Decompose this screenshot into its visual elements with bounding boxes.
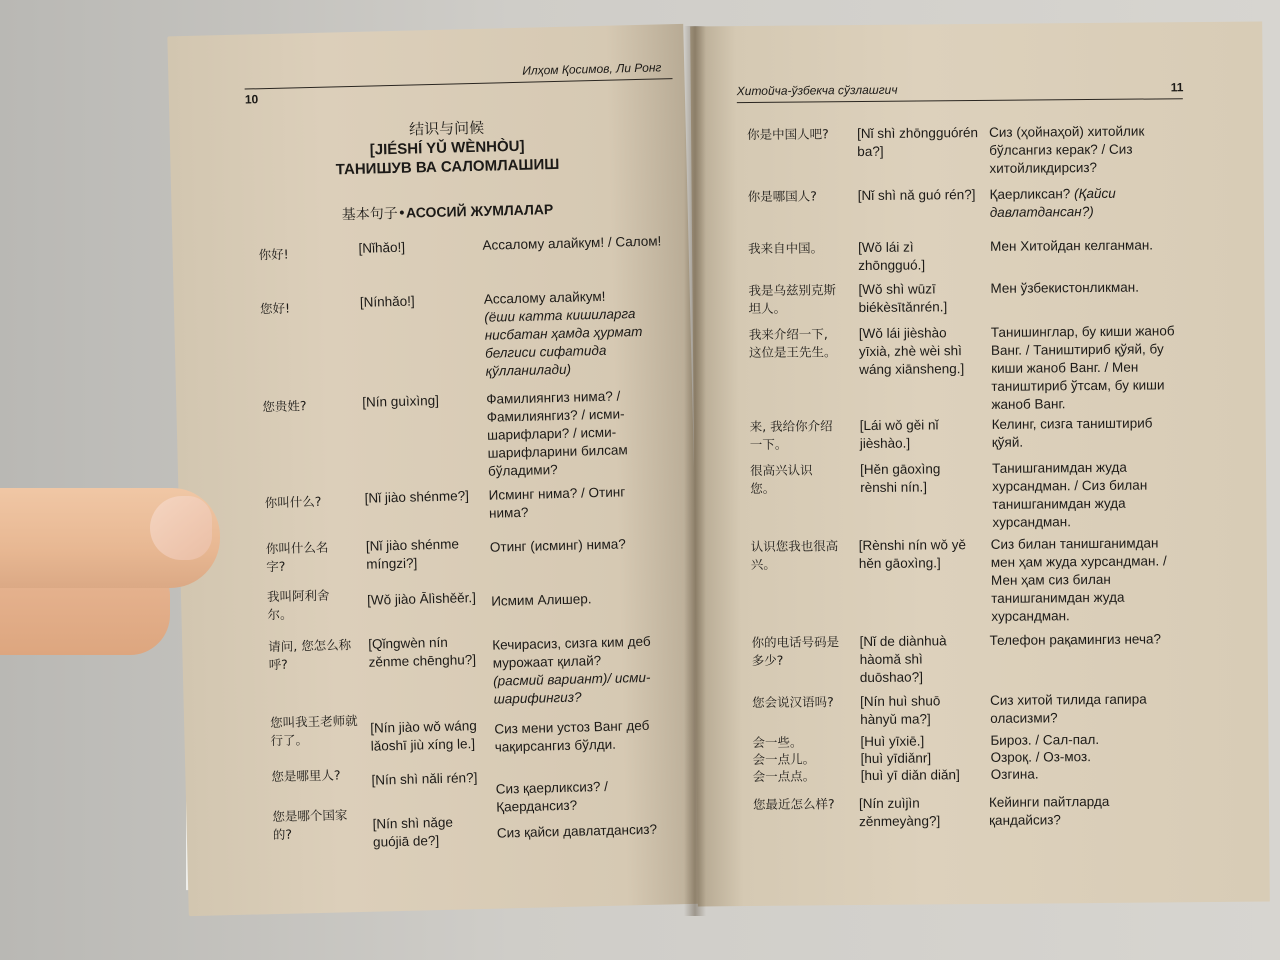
phrase-row <box>695 534 1267 624</box>
phrase-chinese: 您最近怎么样? <box>752 796 835 812</box>
phrase-uzbek: Кейинги пайтларда қандайсиз? <box>988 793 1110 828</box>
phrase-uzbek <box>492 632 674 708</box>
phrase-row <box>696 689 1268 728</box>
title-pinyin: [JIÉSHÍ YǓ WÈNHÒU] <box>369 137 525 159</box>
phrase-uzbek: Сиз билан танишганимдан мен ҳам жуда хурсандман. / Мен ҳам сиз билан танишганимдан жуда хурсандман. <box>990 535 1167 624</box>
phrase-row <box>694 458 1266 530</box>
phrase-row <box>176 386 692 479</box>
phrase-uzbek: Озроқ. / Оз-моз. <box>990 749 1092 765</box>
phrase-row <box>180 530 696 575</box>
phrase-chinese: 你叫什么名字? <box>265 539 329 575</box>
phrase-pinyin: [Nín zuìjìn zěnmeyàng?] <box>858 795 941 830</box>
right-page-number: 11 <box>1170 80 1184 95</box>
phrase-uzbek: Фамилиянгиз нима? / Фамилиянгиз? / исми-шарифлари? / исми-шарифларини билсам бўладими? <box>486 388 628 479</box>
phrase-pinyin: [Nínhǎo!] <box>359 293 415 310</box>
phrase-pinyin: [Nín jiào wǒ wáng lǎoshī jiù xíng le.] <box>370 718 478 754</box>
left-page <box>167 24 704 916</box>
phrase-chinese: 你好! <box>258 246 289 263</box>
phrase-pinyin: [Wǒ lái zì zhōngguó.] <box>858 239 926 274</box>
phrase-chinese: 你是哪国人? <box>747 188 817 205</box>
phrase-uzbek: Танишинглар, бу киши жаноб Ванг. / Таништириб қўяй, бу киши жаноб Ванг. / Мен таништириб ўтсам, бу киши жаноб Ванг. <box>990 323 1175 412</box>
phrase-uzbek: Бироз. / Сал-пал. <box>990 731 1100 748</box>
right-page <box>690 22 1270 907</box>
phrase-uzbek: Сиз қаерликсиз? / Қаердансиз? <box>495 778 609 815</box>
phrase-chinese: 会一点儿。 <box>752 751 816 767</box>
left-running-head: Илҳом Қосимов, Ли Ронг <box>522 60 662 78</box>
phrase-row <box>172 232 688 263</box>
phrase-uzbek-note: (Қайси давлатдансан?) <box>989 185 1116 220</box>
phrase-uzbek <box>990 184 1180 222</box>
title-chinese: 结识与问候 <box>408 118 485 139</box>
phrase-chinese: 我叫阿利舍尔。 <box>266 587 330 623</box>
phrase-pinyin: [Nǐ jiào shénme míngzi?] <box>365 536 460 572</box>
phrase-row <box>692 184 1264 220</box>
phrase-chinese: 您是哪里人? <box>271 767 341 785</box>
left-head-rule <box>245 78 673 89</box>
phrase-uzbek: Ассалому алайкум! / Салом! <box>482 233 662 253</box>
phrase-row <box>181 578 697 623</box>
phrase-chinese: 很高兴认识您。 <box>749 462 813 497</box>
phrase-uzbek: Сиз хитой тилида гапира оласизми? <box>989 691 1147 726</box>
phrase-pinyin: [Nǐ shì nǎ guó rén?] <box>857 187 976 204</box>
phrase-pinyin: [Nín guìxìng] <box>362 392 440 410</box>
phrase-chinese: 会一点点。 <box>752 768 816 784</box>
title-uzbek: ТАНИШУВ ВА САЛОМЛАШИШ <box>335 155 560 179</box>
phrase-pinyin: [huì yīdiǎnr] <box>860 750 932 767</box>
phrase-chinese: 您会说汉语吗? <box>752 694 834 710</box>
subheading-uzbek: АСОСИЙ ЖУМЛАЛАР <box>405 201 554 221</box>
phrase-uzbek: Сиз қайси давлатдансиз? <box>496 821 658 841</box>
phrase-uzbek: Сиз мени устоз Ванг деб чақирсангиз бўлди. <box>494 717 650 755</box>
book-gutter <box>684 26 706 916</box>
phrase-uzbek: Исминг нима? / Отинг нима? <box>488 484 626 521</box>
phrase-pinyin: [Qǐngwèn nín zěnme chēnghu?] <box>368 634 477 670</box>
phrase-pinyin: [Nín huì shuō hànyǔ ma?] <box>860 693 941 728</box>
section-title <box>311 114 582 180</box>
phrase-uzbek-text: Қаерликсан? <box>989 186 1071 202</box>
phrase-uzbek: Озгина. <box>990 766 1039 782</box>
phrase-chinese: 你是中国人吧? <box>747 126 829 143</box>
phrase-pinyin: [Rènshi nín wǒ yě hěn gāoxìng.] <box>858 537 967 572</box>
phrase-pinyin: [Nín shì nǎge guójiā de?] <box>372 814 454 850</box>
phrase-row <box>695 629 1267 686</box>
thumbnail <box>150 496 212 560</box>
phrase-pinyin: [Nǐ shì zhōngguórén ba?] <box>857 125 979 160</box>
phrase-chinese: 你的电话号码是多少? <box>751 634 840 668</box>
phrase-pinyin: [Wǒ jiào Ālìshěěr.] <box>366 590 477 608</box>
phrase-uzbek: Танишганимдан жуда хурсандман. / Сиз билан танишганимдан жуда хурсандман. <box>991 459 1148 530</box>
phrase-uzbek: Отинг (исминг) нима? <box>489 536 626 555</box>
phrase-chinese: 认识您我也很高兴。 <box>750 538 839 573</box>
phrase-row <box>182 628 698 707</box>
phrase-pinyin: [Nǐhǎo!] <box>358 239 406 256</box>
right-head-rule <box>737 98 1183 103</box>
phrase-chinese: 请问, 您怎么称呼? <box>268 637 352 673</box>
left-page-number: 10 <box>244 92 259 107</box>
subheading-chinese: 基本句子• <box>341 205 407 224</box>
phrase-pinyin: [Hěn gāoxìng rènshi nín.] <box>859 461 941 496</box>
phrase-chinese: 你叫什么? <box>264 493 322 511</box>
phrase-uzbek-text: Ассалому алайкум! <box>483 288 606 307</box>
phrase-pinyin: [Nín shì nǎli rén?] <box>371 770 478 788</box>
phrase-uzbek: Мен ўзбекистонликман. <box>990 279 1140 296</box>
phrase-row <box>697 791 1269 830</box>
phrase-chinese: 我来自中国。 <box>748 240 824 257</box>
phrase-uzbek-note: (расмий вариант)/ исми-шарифингиз? <box>492 669 651 707</box>
phrase-uzbek-note: (ёши катта кишиларга нисбатан ҳамда ҳурмат белгиси сифатида қўлланилади) <box>484 306 643 379</box>
phrase-chinese: 您贵姓? <box>262 398 307 415</box>
phrase-pinyin: [Nǐ jiào shénme?] <box>364 488 470 506</box>
phrase-chinese: 我是乌兹别克斯坦人。 <box>748 282 837 317</box>
phrase-chinese: 您是哪个国家的? <box>272 807 348 843</box>
phrase-pinyin: [huì yī diǎn diǎn] <box>860 767 960 784</box>
phrase-chinese: 我来介绍一下, 这位是王先生。 <box>748 326 837 361</box>
phrase-pinyin: [Huì yīxiē.] <box>860 733 925 750</box>
phrase-row <box>694 414 1266 453</box>
phrase-uzbek: Сиз (ҳойнаҳой) хитойлик бўлсангиз керак? / Сиз хитойликдирсиз? <box>989 123 1145 176</box>
right-running-head: Хитойча-ўзбекча сўзлашгич <box>736 82 898 99</box>
phrase-row <box>696 729 1268 750</box>
phrase-row <box>691 122 1263 176</box>
phrase-uzbek-text: Кечирасиз, сизга ким деб мурожаат қилай? <box>492 633 651 671</box>
phrase-uzbek <box>484 286 666 380</box>
phrase-pinyin: [Lái wǒ gěi nǐ jièshào.] <box>859 417 939 452</box>
phrase-chinese: 来, 我给你介绍一下。 <box>749 418 833 453</box>
subheading <box>341 199 553 224</box>
phrase-pinyin: [Nǐ de diànhuà hàomǎ shì duōshao?] <box>859 633 947 686</box>
phrase-chinese: 您好! <box>259 300 291 317</box>
phrase-uzbek: Исмим Алишер. <box>491 591 592 609</box>
phrase-row <box>174 286 690 379</box>
phrase-row <box>185 758 701 815</box>
phrase-pinyin: [Wǒ lái jièshào yīxià, zhè wèi shì wáng xiānsheng.] <box>858 325 965 378</box>
phrase-row <box>692 236 1264 274</box>
phrase-uzbek: Мен Хитойдан келганман. <box>990 237 1154 254</box>
phrase-chinese: 您叫我王老师就行了。 <box>269 712 358 749</box>
phrase-chinese: 会一些。 <box>752 734 803 750</box>
phrase-row <box>693 322 1265 412</box>
phrase-uzbek: Телефон рақамингиз неча? <box>989 631 1162 648</box>
phrase-row <box>692 278 1264 317</box>
phrase-pinyin: [Wǒ shì wūzī biékèsītǎnrén.] <box>858 281 948 316</box>
phrase-uzbek: Келинг, сизга таништириб қўяй. <box>991 415 1153 450</box>
phrase-row <box>179 482 695 521</box>
